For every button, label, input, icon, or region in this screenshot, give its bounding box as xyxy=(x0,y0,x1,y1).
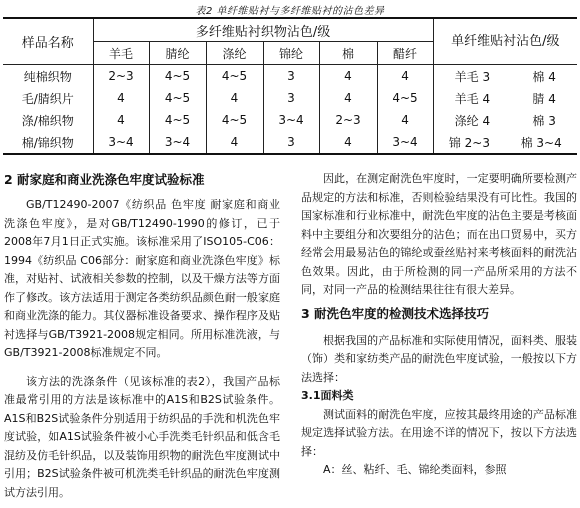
paragraph: GB/T12490-2007《纺织品 色牢度 耐家庭和商业洗涤色牢度》，是对GB/T12490-1990的修订，已于2008年7月1日正式实施。该标准采用了ISO105-C06：1994《纺织品 C06部分：耐家庭和商业洗涤色牢度》标准，对贴衬、试液相关参数的控制，以及干燥方法等方面作了修改。该方法适用于测定各类纺织品颜色耐一般家庭和商业洗涤的能力。其仪器标准设备要求、操作程序及贴衬选择与GB/T3921-2008规定相同。所用标准洗液，与GB/T3921-2008标准规定不同。 xyxy=(4,198,280,359)
cell: 2~3 xyxy=(93,65,149,88)
row-name: 涤/棉织物 xyxy=(21,113,74,128)
row-name: 纯棉织物 xyxy=(3,65,93,88)
cell: 4 xyxy=(377,65,433,88)
cell: 4 xyxy=(319,131,377,154)
single-cell xyxy=(433,87,577,109)
section-heading: 2 耐家庭和商业洗涤色牢度试验标准 xyxy=(4,172,205,187)
row-name: 棉/锦织物 xyxy=(3,131,93,154)
single-cell xyxy=(433,65,577,88)
cell: 4 xyxy=(319,65,377,88)
single-value: 腈 4 xyxy=(532,91,556,106)
cell: 3~4 xyxy=(93,131,149,154)
cell: 3~4 xyxy=(149,131,206,154)
header-single-fiber: 单纤维贴衬沾色/级 xyxy=(433,18,577,65)
header-fiber-polyester: 涤纶 xyxy=(206,42,263,65)
cell: 4 xyxy=(377,109,433,131)
header-sample-name: 样品名称 xyxy=(3,18,93,65)
header-fiber-acrylic: 腈纶 xyxy=(149,42,206,65)
header-multi-fiber: 多纤维贴衬织物沾色/级 xyxy=(93,18,433,42)
single-value: 棉 3 xyxy=(532,113,556,128)
table-row xyxy=(3,65,577,88)
cell: 4 xyxy=(319,87,377,109)
single-cell xyxy=(433,131,577,154)
cell: 4~5 xyxy=(377,87,433,109)
right-column xyxy=(301,170,577,480)
single-cell xyxy=(433,109,577,131)
staining-table xyxy=(3,17,577,155)
row-name: 毛/腈织片 xyxy=(21,91,74,106)
paragraph: 测试面料的耐洗色牢度，应按其最终用途的产品标准规定选择试验方法。在用途不详的情况下，按以下方法选择： xyxy=(301,407,577,458)
table-caption: 表2 单纤维贴衬与多纤维贴衬的沾色差异 xyxy=(195,6,385,17)
single-value: 羊毛 3 xyxy=(454,69,491,84)
header-fiber-nylon: 锦纶 xyxy=(263,42,319,65)
single-value: 锦 2~3 xyxy=(448,135,490,150)
cell: 4 xyxy=(206,87,263,109)
paragraph: 该方法的洗涤条件（见该标准的表2），我国产品标准最常引用的方法是该标准中的A1S和B2S试验条件。A1S和B2S试验条件分别适用于纺织品的手洗和机洗色牢度试验，如A1S试验条件被小心手洗类毛针织品和低含毛混纺及仿毛针织品，以及装饰用织物的耐洗色牢度测试中引用；B2S试验条件被可机洗类毛针织品的耐洗色牢度测试方法引用。 xyxy=(4,374,280,499)
single-value: 棉 4 xyxy=(532,69,556,84)
cell: 3~4 xyxy=(377,131,433,154)
cell: 4~5 xyxy=(149,109,206,131)
table-row xyxy=(3,109,577,131)
header-fiber-cotton: 棉 xyxy=(319,42,377,65)
single-value: 羊毛 4 xyxy=(454,91,491,106)
header-fiber-acetate: 醋纤 xyxy=(377,42,433,65)
cell: 4 xyxy=(93,87,149,109)
cell: 4~5 xyxy=(206,109,263,131)
paragraph: 根据我国的产品标准和实际使用情况，面料类、服装（饰）类和家纺类产品的耐洗色牢度试验，一般按以下方法选择： xyxy=(301,333,577,384)
header-fiber-wool: 羊毛 xyxy=(93,42,149,65)
left-column xyxy=(4,170,280,502)
cell: 4 xyxy=(206,131,263,154)
cell: 3~4 xyxy=(263,109,319,131)
table-row xyxy=(3,131,577,154)
single-value: 涤纶 4 xyxy=(454,113,491,128)
subsection-heading: 3.1面料类 xyxy=(301,389,354,402)
single-value: 棉 3~4 xyxy=(520,135,562,150)
cell: 3 xyxy=(263,65,319,88)
paragraph: 因此，在测定耐洗色牢度时，一定要明确所要检测产品规定的方法和标准，否则检验结果没有可比性。我国的国家标准和行业标准中，耐洗色牢度的沾色主要是考核面料中主要组分和次要组分的沾色；而在出口贸易中，买方经常会用最易沾色的锦纶或蚕丝贴衬来考核面料的耐洗沾色效果。因此，由于所检测的同一产品所采用的方法不同，对同一产品的检测结果往往有很大差异。 xyxy=(301,172,577,296)
table-row xyxy=(3,87,577,109)
paragraph: A：丝、粘纤、毛、锦纶类面料，参照 xyxy=(323,463,507,476)
cell: 2~3 xyxy=(319,109,377,131)
cell: 4~5 xyxy=(149,65,206,88)
cell: 3 xyxy=(263,131,319,154)
cell: 4 xyxy=(93,109,149,131)
cell: 4~5 xyxy=(206,65,263,88)
cell: 3 xyxy=(263,87,319,109)
cell: 4~5 xyxy=(149,87,206,109)
section-heading: 3 耐洗色牢度的检测技术选择技巧 xyxy=(301,305,490,321)
